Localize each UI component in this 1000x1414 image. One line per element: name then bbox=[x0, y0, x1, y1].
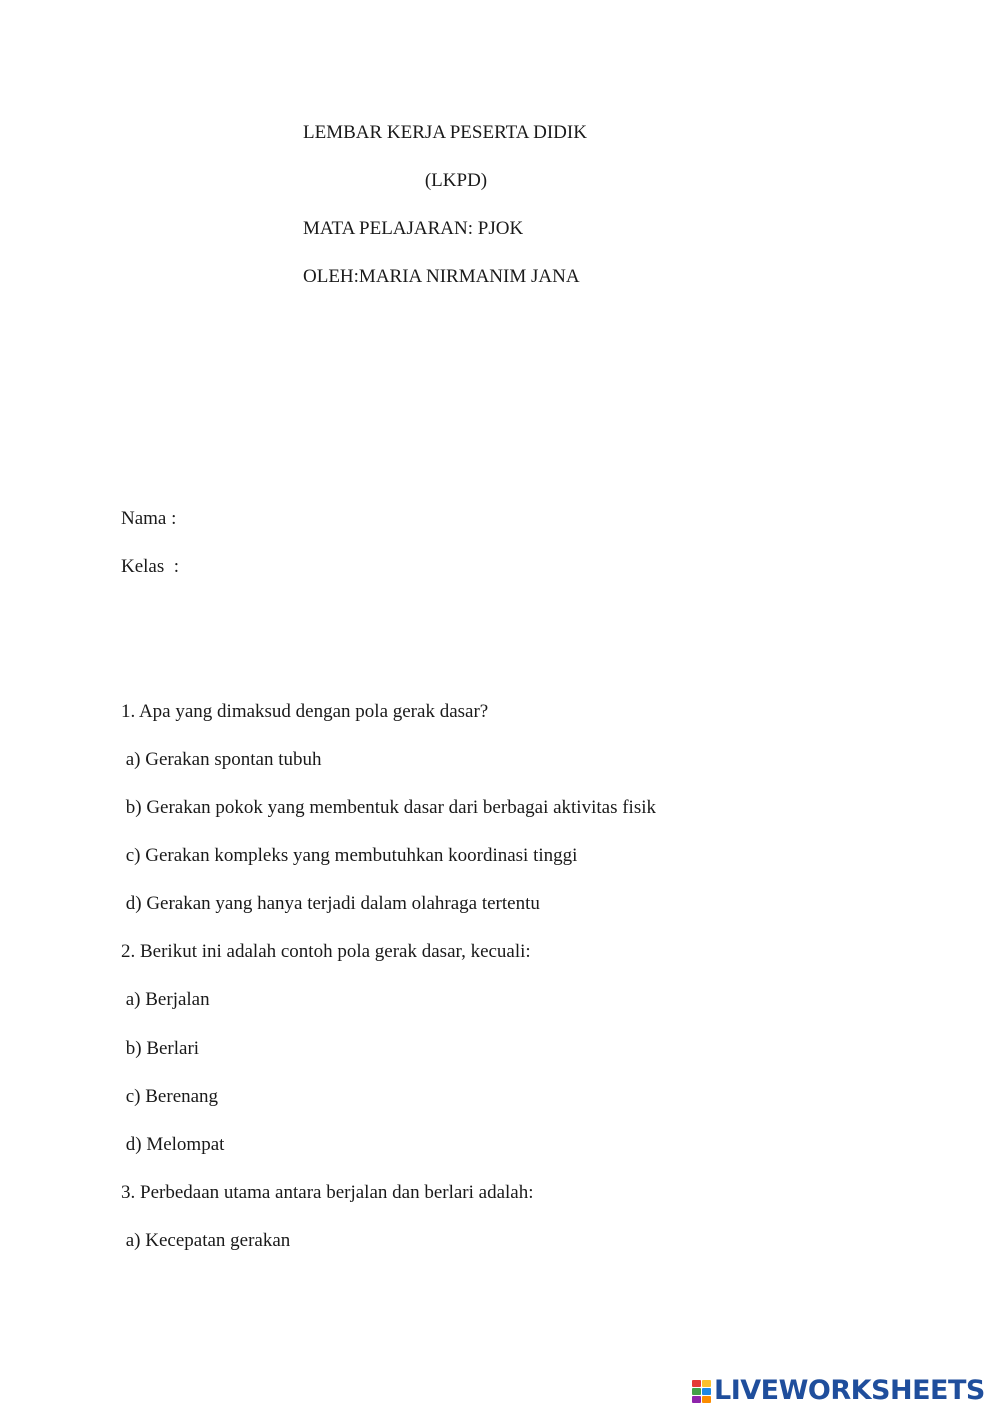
class-field-label: Kelas : bbox=[121, 556, 180, 577]
question-3-option-a: a) Kecepatan gerakan bbox=[121, 1230, 291, 1251]
worksheet-title: LEMBAR KERJA PESERTA DIDIK bbox=[303, 122, 587, 143]
logo-tile bbox=[692, 1388, 701, 1395]
question-1-option-b: b) Gerakan pokok yang membentuk dasar dari berbagai aktivitas fisik bbox=[121, 797, 656, 818]
question-2-option-d: d) Melompat bbox=[121, 1134, 225, 1155]
logo-tile bbox=[692, 1380, 701, 1387]
logo-tile bbox=[702, 1380, 711, 1387]
question-2-option-b: b) Berlari bbox=[121, 1038, 200, 1059]
author-line: OLEH:MARIA NIRMANIM JANA bbox=[303, 266, 580, 287]
name-field-label: Nama : bbox=[121, 508, 177, 529]
question-1-option-d: d) Gerakan yang hanya terjadi dalam olahraga tertentu bbox=[121, 893, 540, 914]
question-2-option-a: a) Berjalan bbox=[121, 989, 210, 1010]
subject-line: MATA PELAJARAN: PJOK bbox=[303, 218, 524, 239]
question-2-prompt: 2. Berikut ini adalah contoh pola gerak dasar, kecuali: bbox=[121, 941, 531, 962]
logo-text: LIVEWORKSHEETS bbox=[714, 1375, 985, 1406]
logo-tile bbox=[702, 1396, 711, 1403]
question-1-option-c: c) Gerakan kompleks yang membutuhkan koordinasi tinggi bbox=[121, 845, 578, 866]
liveworksheets-logo-icon bbox=[692, 1380, 711, 1403]
logo-tile bbox=[692, 1396, 701, 1403]
question-1-prompt: 1. Apa yang dimaksud dengan pola gerak dasar? bbox=[121, 701, 489, 722]
liveworksheets-logo bbox=[692, 1373, 985, 1409]
worksheet-abbreviation: (LKPD) bbox=[424, 170, 488, 191]
question-3-prompt: 3. Perbedaan utama antara berjalan dan berlari adalah: bbox=[121, 1182, 534, 1203]
question-1-option-a: a) Gerakan spontan tubuh bbox=[121, 749, 322, 770]
question-2-option-c: c) Berenang bbox=[121, 1086, 219, 1107]
logo-tile bbox=[702, 1388, 711, 1395]
